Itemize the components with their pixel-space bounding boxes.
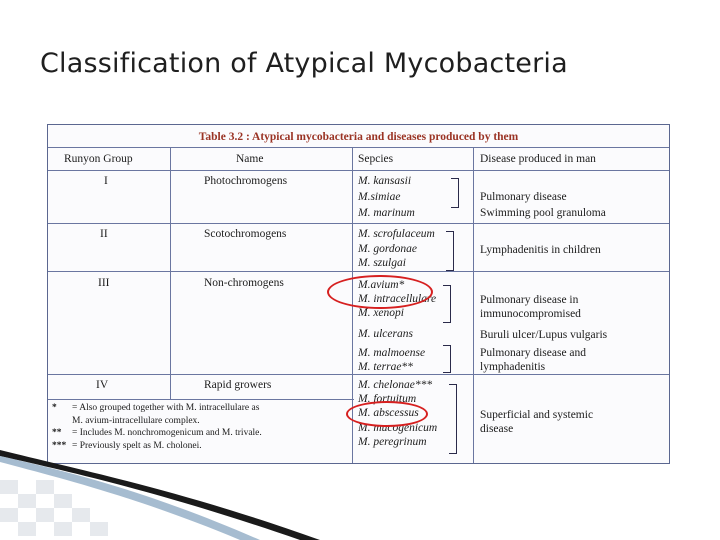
species-item: M. ulcerans xyxy=(358,328,413,340)
group-label: III xyxy=(98,277,110,289)
col-divider-3 xyxy=(473,147,474,464)
group-label: II xyxy=(100,228,108,240)
rule-header xyxy=(48,170,670,171)
footnote: *** = Previously spelt as M. cholonei. xyxy=(52,440,202,451)
disease-item: Pulmonary disease and xyxy=(480,347,587,359)
footnote: ** = Includes M. nonchromogenicum and M. trivale. xyxy=(52,428,262,438)
group-name: Photochromogens xyxy=(204,175,288,187)
header-name: Name xyxy=(236,153,264,165)
rule-group-2 xyxy=(48,271,670,272)
disease-item: Buruli ulcer/Lupus vulgaris xyxy=(480,329,608,341)
species-item: M. terrae** xyxy=(358,361,413,373)
highlight-circle xyxy=(327,275,433,309)
group-label: IV xyxy=(96,379,109,391)
bracket xyxy=(443,345,451,373)
group-name: Non-chromogens xyxy=(204,277,284,289)
bracket xyxy=(451,178,459,208)
species-item: M. kansasii xyxy=(358,175,412,187)
disease-item: Pulmonary disease xyxy=(480,191,567,203)
species-item: M. intracellulare xyxy=(358,293,437,305)
group-name: Scotochromogens xyxy=(204,228,287,240)
rule-group-1 xyxy=(48,223,670,224)
footnote: M. avium-intracellulare complex. xyxy=(72,415,200,426)
bracket xyxy=(446,231,454,271)
disease-item: immunocompromised xyxy=(480,308,581,320)
col-divider-1 xyxy=(170,147,171,399)
table-caption: Table 3.2 : Atypical mycobacteria and diseases produced by them xyxy=(198,131,519,143)
species-item: M.avium* xyxy=(358,279,405,291)
rule-group-3 xyxy=(48,374,670,375)
species-item: M. scrofulaceum xyxy=(358,228,435,240)
disease-item: Pulmonary disease in xyxy=(480,294,579,306)
species-item: M. gordonae xyxy=(358,243,417,255)
species-item: M. mucogenicum xyxy=(358,422,438,434)
bracket xyxy=(443,285,451,323)
species-item: M. malmoense xyxy=(358,347,426,359)
species-item: M. marinum xyxy=(358,207,415,219)
disease-item: Swimming pool granuloma xyxy=(480,207,606,219)
decorative-swoosh xyxy=(0,440,720,540)
header-runyon-group: Runyon Group xyxy=(64,153,133,165)
disease-item: lymphadenitis xyxy=(480,361,546,373)
species-item: M. xenopi xyxy=(358,307,404,319)
species-item: M. szulgai xyxy=(358,257,406,269)
rule-footnote xyxy=(48,399,354,400)
rule-caption xyxy=(48,147,670,148)
slide-title: Classification of Atypical Mycobacteria xyxy=(40,48,568,79)
species-item: M. peregrinum xyxy=(358,436,427,448)
species-table xyxy=(47,124,670,464)
group-label: I xyxy=(104,175,108,187)
species-item: M. chelonae*** xyxy=(358,379,433,391)
disease-item: Lymphadenitis in children xyxy=(480,244,601,256)
header-disease: Disease produced in man xyxy=(480,153,596,165)
group-name: Rapid growers xyxy=(204,379,272,391)
species-item: M. fortuitum xyxy=(358,393,417,405)
disease-item: disease xyxy=(480,423,514,435)
highlight-circle xyxy=(346,401,428,427)
header-species: Sepcies xyxy=(358,153,394,165)
species-item: M.simiae xyxy=(358,191,401,203)
species-item: M. abscessus xyxy=(358,407,419,419)
footnote: * = Also grouped together with M. intracellulare as xyxy=(52,403,260,413)
disease-item: Superficial and systemic xyxy=(480,409,594,421)
